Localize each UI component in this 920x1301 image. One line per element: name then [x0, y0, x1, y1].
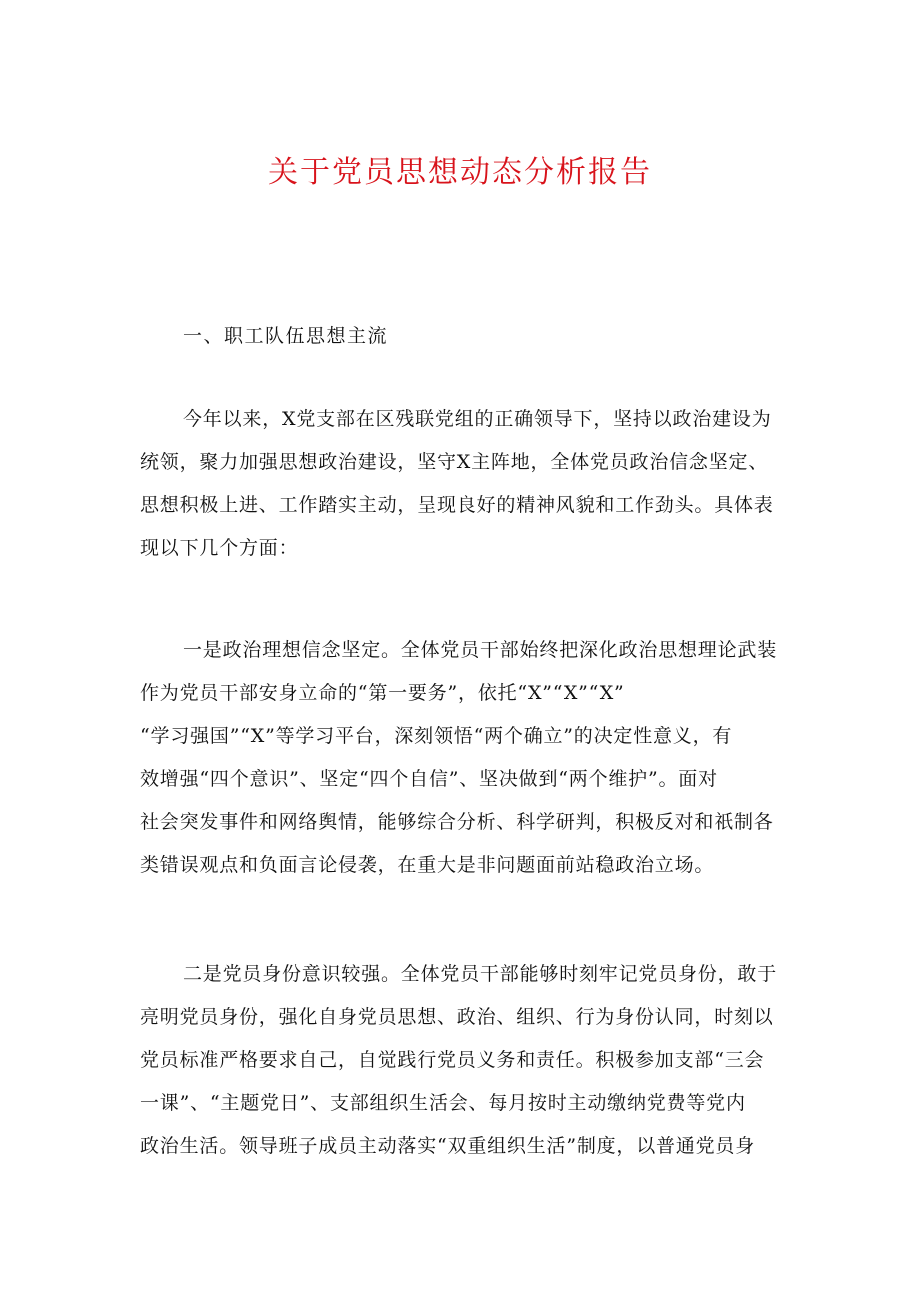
- paragraph-line: 党员标准严格要求自己，自觉践行党员义务和责任。积极参加支部“三会: [140, 1049, 765, 1071]
- paragraph-line: 亮明党员身份，强化自身党员思想、政治、组织、行为身份认同，时刻以: [140, 1006, 774, 1028]
- paragraph-party-identity: [140, 960, 790, 1175]
- paragraph-line: 二是党员身份意识较强。全体党员干部能够时刻牢记党员身份，敢于: [183, 963, 778, 985]
- paragraph-line: 现以下几个方面：: [140, 537, 299, 559]
- paragraph-line: 一是政治理想信念坚定。全体党员干部始终把深化政治思想理论武装: [183, 639, 778, 661]
- section-heading: 一、职工队伍思想主流: [183, 325, 389, 347]
- paragraph-line: 统领，聚力加强思想政治建设，坚守X主阵地，全体党员政治信念坚定、: [140, 451, 769, 473]
- paragraph-line: 社会突发事件和网络舆情，能够综合分析、科学研判，积极反对和祇制各: [140, 811, 774, 833]
- paragraph-line: 思想积极上进、工作踏实主动，呈现良好的精神风貌和工作劲头。具体表: [140, 494, 774, 516]
- document-title: 关于党员思想动态分析报告: [268, 155, 652, 190]
- paragraph-line: 今年以来，X党支部在区残联党组的正确领导下，坚持以政治建设为: [183, 408, 772, 430]
- paragraph-line: 政治生活。领导班子成员主动落实“双重组织生活”制度，以普通党员身: [140, 1135, 756, 1157]
- paragraph-line: 作为党员干部安身立命的“第一要务”，依托“X”“X”“X”: [140, 682, 625, 704]
- paragraph-line: “学习强国”“X”等学习平台，深刻领悟“两个确立”的决定性意义，有: [140, 725, 733, 747]
- paragraph-line: 一课”、“主题党日”、支部组织生活会、每月按时主动缴纳党费等党内: [140, 1092, 746, 1114]
- paragraph-political-belief: [140, 636, 790, 894]
- paragraph-line: 类错误观点和负面言论侵袭，在重大是非问题面前站稳政治立场。: [140, 854, 715, 876]
- paragraph-line: 效增强“四个意识”、坚定“四个自信”、坚决做到“两个维护”。面对: [140, 768, 718, 790]
- paragraph-intro: [140, 405, 790, 577]
